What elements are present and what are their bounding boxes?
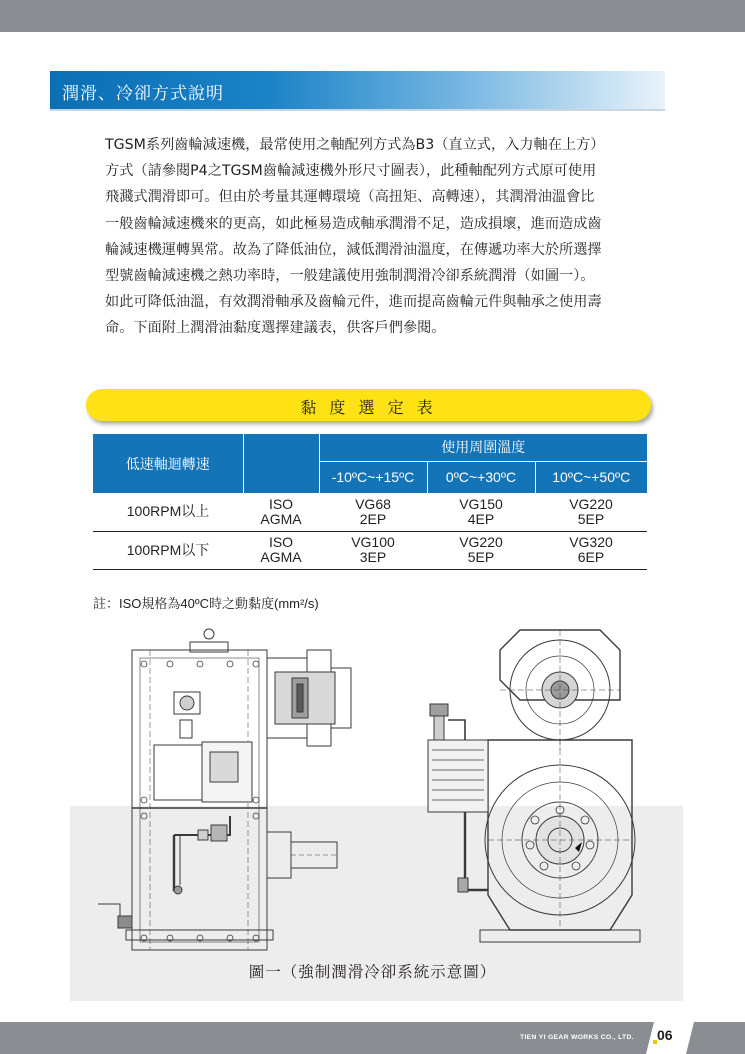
speed-cell: 100RPM以下 [93,531,243,569]
value-iso: VG68 [355,495,391,512]
standard-agma: AGMA [260,510,302,527]
viscosity-table [93,434,647,570]
value-iso: VG220 [459,534,503,550]
standard-cell [243,531,319,569]
value-cell [319,493,427,531]
header-temp-range: -10ºC~+15ºC [319,461,427,493]
standard-iso: ISO [268,495,294,512]
value-agma: 4EP [467,510,495,527]
page-number: 06 [657,1027,673,1043]
body-line: 如此可降低油溫，有效潤滑軸承及齒輪元件，進而提高齒輪元件與軸承之使用壽 [105,294,602,311]
body-line: 輪減速機運轉異常。故為了降低油位，減低潤滑油溫度，在傳遞功率大於所選擇 [105,241,602,258]
body-line: 方式（請參閱P4之TGSM齒輪減速機外形尺寸圖表），此種軸配列方式原可使用 [105,163,597,180]
value-agma: 6EP [577,549,605,565]
header-temp: 使用周圍溫度 [441,439,526,456]
figure-caption: 圖一（強制潤滑冷卻系統示意圖） [248,963,497,981]
footer-company: TIEN YI GEAR WORKS CO., LTD. [520,1034,634,1041]
standard-agma: AGMA [260,549,302,565]
table-row [93,531,647,569]
body-line: 飛濺式潤滑即可。但由於考量其運轉環境（高扭矩、高轉速），其潤滑油溫會比 [105,189,595,206]
value-agma: 5EP [577,510,605,527]
value-cell [535,531,647,569]
speed-cell: 100RPM以上 [93,493,243,531]
body-text [105,132,645,342]
value-iso: VG150 [459,495,503,512]
header-temp-range: 0ºC~+30ºC [427,461,535,493]
value-cell [427,531,535,569]
gearbox-cooling-diagram [70,620,683,1001]
value-iso: VG220 [569,495,613,512]
value-iso: VG320 [569,534,613,550]
standard-cell [243,493,319,531]
top-bar [0,0,745,32]
value-cell [427,493,535,531]
table-header-row [93,434,647,461]
value-cell [535,493,647,531]
value-cell [319,531,427,569]
section-title: 潤滑、冷卻方式說明 [62,84,224,104]
body-line: 一般齒輪減速機來的更高，如此極易造成軸承潤滑不足，造成損壞，進而造成齒 [105,215,602,232]
standard-iso: ISO [268,534,294,550]
header-temp-range: 10ºC~+50ºC [535,461,647,493]
table-row [93,493,647,531]
value-agma: 2EP [359,510,387,527]
body-line: TGSM系列齒輪減速機，最常使用之軸配列方式為B3（直立式，入力軸在上方） [105,137,605,153]
section-banner [50,71,665,111]
table-title: 黏 度 選 定 表 [300,398,437,417]
value-agma: 3EP [359,549,387,565]
header-standard [243,434,319,493]
value-agma: 5EP [467,549,495,565]
header-low-speed: 低速軸迴轉速 [93,434,243,493]
table-title-pill [86,389,651,421]
body-line: 型號齒輪減速機之熱功率時，一般建議使用強制潤滑冷卻系統潤滑（如圖一）。 [105,268,595,285]
table-note: 註：ISO規格為40ºC時之動黏度(mm²/s) [93,596,319,611]
body-line: 命。下面附上潤滑油黏度選擇建議表，供客戶們參閱。 [105,320,446,337]
value-iso: VG100 [351,534,395,550]
